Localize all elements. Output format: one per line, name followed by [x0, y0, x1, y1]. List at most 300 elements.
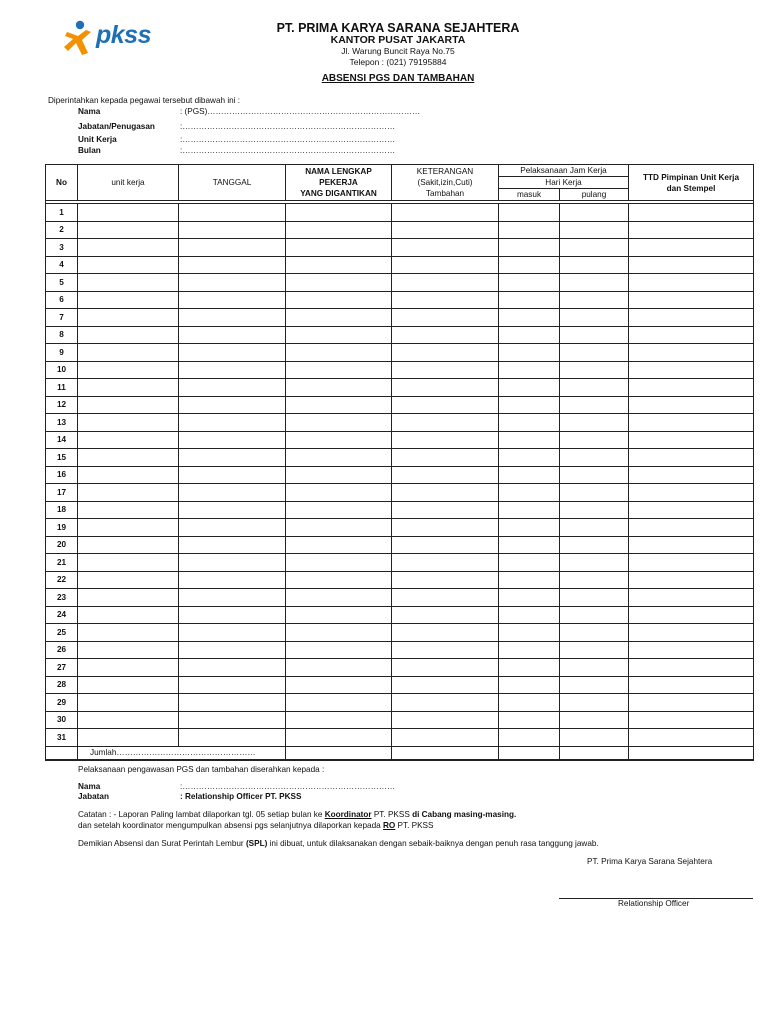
table-cell[interactable]	[78, 414, 179, 432]
table-cell[interactable]	[629, 659, 754, 677]
table-cell[interactable]	[392, 361, 499, 379]
table-cell[interactable]	[286, 414, 392, 432]
table-cell[interactable]	[629, 239, 754, 257]
table-cell[interactable]	[629, 711, 754, 729]
table-cell[interactable]	[560, 466, 629, 484]
table-row	[46, 571, 754, 589]
table-cell[interactable]	[286, 589, 392, 607]
table-cell[interactable]	[392, 466, 499, 484]
table-cell[interactable]	[629, 641, 754, 659]
table-cell[interactable]	[78, 256, 179, 274]
signer-title: Relationship Officer	[618, 899, 690, 908]
table-cell[interactable]	[286, 466, 392, 484]
table-cell[interactable]	[560, 729, 629, 747]
col-header-ket-line2: (Sakit,izin,Cuti)	[417, 178, 473, 187]
table-cell[interactable]	[392, 379, 499, 397]
table-cell[interactable]	[286, 484, 392, 502]
table-cell[interactable]	[629, 501, 754, 519]
table-cell[interactable]	[78, 641, 179, 659]
office-name: KANTOR PUSAT JAKARTA	[330, 34, 466, 46]
table-cell[interactable]	[179, 711, 286, 729]
table-cell[interactable]	[499, 589, 560, 607]
row-number: 19	[46, 519, 78, 537]
table-cell[interactable]	[629, 466, 754, 484]
table-cell[interactable]	[392, 711, 499, 729]
table-cell[interactable]	[560, 659, 629, 677]
table-cell[interactable]	[499, 414, 560, 432]
table-cell[interactable]	[560, 641, 629, 659]
table-cell[interactable]	[629, 274, 754, 292]
row-number: 11	[46, 379, 78, 397]
table-cell[interactable]	[560, 711, 629, 729]
col-header-unit-kerja: unit kerja	[78, 165, 179, 201]
row-number: 28	[46, 676, 78, 694]
table-cell[interactable]	[629, 256, 754, 274]
table-cell[interactable]	[499, 204, 560, 222]
row-number: 8	[46, 326, 78, 344]
jumlah-cell[interactable]	[629, 746, 754, 760]
table-cell[interactable]	[179, 239, 286, 257]
table-row	[46, 519, 754, 537]
table-cell[interactable]	[392, 221, 499, 239]
footer-jabatan-value: : Relationship Officer PT. PKSS	[180, 792, 302, 801]
table-cell[interactable]	[392, 396, 499, 414]
table-cell[interactable]	[560, 204, 629, 222]
table-cell[interactable]	[560, 501, 629, 519]
table-cell[interactable]	[629, 676, 754, 694]
table-cell[interactable]	[78, 326, 179, 344]
row-number: 30	[46, 711, 78, 729]
table-cell[interactable]	[179, 274, 286, 292]
table-cell[interactable]	[78, 239, 179, 257]
table-cell[interactable]	[179, 676, 286, 694]
table-cell[interactable]	[392, 554, 499, 572]
table-row	[46, 379, 754, 397]
note2-text-c: PT. PKSS	[395, 821, 434, 830]
table-cell[interactable]	[629, 361, 754, 379]
table-cell[interactable]	[392, 309, 499, 327]
table-cell[interactable]	[560, 239, 629, 257]
table-cell[interactable]	[179, 361, 286, 379]
field-label-unit-kerja: Unit Kerja	[78, 135, 117, 144]
table-cell[interactable]	[78, 466, 179, 484]
table-cell[interactable]	[179, 291, 286, 309]
table-row	[46, 711, 754, 729]
table-cell[interactable]	[392, 414, 499, 432]
table-cell[interactable]	[392, 641, 499, 659]
table-cell[interactable]	[392, 274, 499, 292]
table-cell[interactable]	[560, 624, 629, 642]
table-cell[interactable]	[560, 554, 629, 572]
table-cell[interactable]	[286, 641, 392, 659]
table-cell[interactable]	[392, 204, 499, 222]
table-cell[interactable]	[392, 729, 499, 747]
table-cell[interactable]	[629, 379, 754, 397]
table-cell[interactable]	[392, 694, 499, 712]
table-cell[interactable]	[179, 519, 286, 537]
table-cell[interactable]	[286, 624, 392, 642]
table-cell[interactable]	[499, 641, 560, 659]
table-cell[interactable]	[286, 239, 392, 257]
table-cell[interactable]	[179, 536, 286, 554]
row-number: 1	[46, 204, 78, 222]
table-cell[interactable]	[286, 379, 392, 397]
table-cell[interactable]	[499, 396, 560, 414]
table-cell[interactable]	[560, 309, 629, 327]
note1-koordinator: Koordinator	[324, 810, 372, 819]
table-cell[interactable]	[392, 326, 499, 344]
table-cell[interactable]	[392, 431, 499, 449]
table-cell[interactable]	[286, 344, 392, 362]
table-cell[interactable]	[78, 571, 179, 589]
table-cell[interactable]	[629, 589, 754, 607]
table-cell[interactable]	[499, 274, 560, 292]
table-cell[interactable]	[286, 729, 392, 747]
col-header-pulang: pulang	[560, 189, 629, 201]
table-cell[interactable]	[179, 729, 286, 747]
table-cell[interactable]	[78, 361, 179, 379]
table-cell[interactable]	[560, 694, 629, 712]
table-cell[interactable]	[499, 694, 560, 712]
note-line-1	[78, 810, 516, 819]
office-address: Jl. Warung Buncit Raya No.75	[341, 46, 455, 56]
table-cell[interactable]	[78, 659, 179, 677]
table-cell[interactable]	[179, 379, 286, 397]
table-cell[interactable]	[179, 309, 286, 327]
table-cell[interactable]	[78, 379, 179, 397]
table-row	[46, 221, 754, 239]
table-cell[interactable]	[499, 431, 560, 449]
table-cell[interactable]	[499, 309, 560, 327]
table-cell[interactable]	[78, 694, 179, 712]
table-cell[interactable]	[560, 221, 629, 239]
col-header-ket-line3: Tambahan	[425, 189, 465, 198]
table-cell[interactable]	[78, 624, 179, 642]
table-cell[interactable]	[179, 431, 286, 449]
table-cell[interactable]	[560, 536, 629, 554]
table-row	[46, 361, 754, 379]
table-cell[interactable]	[560, 484, 629, 502]
closing-text	[78, 839, 599, 848]
table-cell[interactable]	[78, 536, 179, 554]
row-number: 21	[46, 554, 78, 572]
table-cell[interactable]	[560, 396, 629, 414]
table-cell[interactable]	[286, 361, 392, 379]
table-cell[interactable]	[78, 344, 179, 362]
supervision-text: Pelaksanaan pengawasan PGS dan tambahan diserahkan kepada :	[78, 765, 325, 774]
table-cell[interactable]	[499, 221, 560, 239]
table-cell[interactable]	[629, 624, 754, 642]
table-cell[interactable]	[560, 571, 629, 589]
row-number: 25	[46, 624, 78, 642]
table-cell[interactable]	[499, 519, 560, 537]
table-cell[interactable]	[286, 571, 392, 589]
table-row	[46, 659, 754, 677]
table-cell[interactable]	[179, 694, 286, 712]
table-cell[interactable]	[179, 256, 286, 274]
table-cell[interactable]	[560, 379, 629, 397]
table-cell[interactable]	[560, 344, 629, 362]
table-cell[interactable]	[629, 449, 754, 467]
row-number: 5	[46, 274, 78, 292]
table-cell[interactable]	[499, 379, 560, 397]
table-cell[interactable]	[78, 204, 179, 222]
table-cell[interactable]	[499, 554, 560, 572]
table-cell[interactable]	[499, 239, 560, 257]
field-value-bulan[interactable]: :……………………………………………………………………	[180, 146, 396, 155]
table-cell[interactable]	[286, 291, 392, 309]
table-cell[interactable]	[499, 484, 560, 502]
table-cell[interactable]	[629, 221, 754, 239]
table-row	[46, 274, 754, 292]
table-cell[interactable]	[499, 659, 560, 677]
table-cell[interactable]	[392, 256, 499, 274]
note2-text-a: dan setelah koordinator mengumpulkan absensi pgs selanjutnya dilaporkan kepada	[78, 821, 383, 830]
table-cell[interactable]	[499, 711, 560, 729]
table-cell[interactable]	[286, 204, 392, 222]
table-cell[interactable]	[629, 414, 754, 432]
table-cell[interactable]	[286, 256, 392, 274]
table-cell[interactable]	[560, 606, 629, 624]
table-cell[interactable]	[499, 501, 560, 519]
table-cell[interactable]	[78, 554, 179, 572]
table-cell[interactable]	[392, 501, 499, 519]
table-cell[interactable]	[392, 589, 499, 607]
table-cell[interactable]	[179, 484, 286, 502]
table-cell[interactable]	[78, 676, 179, 694]
jumlah-cell[interactable]	[286, 746, 392, 760]
table-cell[interactable]	[499, 361, 560, 379]
table-cell[interactable]	[392, 536, 499, 554]
table-row	[46, 291, 754, 309]
table-cell[interactable]	[286, 711, 392, 729]
field-label-bulan: Bulan	[78, 146, 101, 155]
col-header-pelaksanaan: Pelaksanaan Jam Kerja	[499, 165, 629, 177]
table-cell[interactable]	[179, 414, 286, 432]
table-row	[46, 309, 754, 327]
table-cell[interactable]	[629, 396, 754, 414]
jumlah-cell[interactable]	[560, 746, 629, 760]
table-cell[interactable]	[78, 606, 179, 624]
table-cell[interactable]	[179, 466, 286, 484]
table-cell[interactable]	[499, 571, 560, 589]
table-cell[interactable]	[78, 274, 179, 292]
row-number: 24	[46, 606, 78, 624]
table-cell[interactable]	[629, 519, 754, 537]
table-cell[interactable]	[78, 449, 179, 467]
table-cell[interactable]	[179, 204, 286, 222]
table-cell[interactable]	[179, 589, 286, 607]
table-cell[interactable]	[179, 554, 286, 572]
table-cell[interactable]	[499, 536, 560, 554]
table-cell[interactable]	[629, 344, 754, 362]
table-cell[interactable]	[560, 431, 629, 449]
field-label-nama: Nama	[78, 107, 101, 116]
closing-text-a: Demikian Absensi dan Surat Perintah Lembur	[78, 839, 246, 848]
jumlah-cell[interactable]	[392, 746, 499, 760]
table-cell[interactable]	[629, 536, 754, 554]
note1-text-c: PT. PKSS	[371, 810, 413, 819]
table-cell[interactable]	[499, 326, 560, 344]
table-cell[interactable]	[392, 659, 499, 677]
row-number: 3	[46, 239, 78, 257]
row-number: 22	[46, 571, 78, 589]
jumlah-spacer	[46, 746, 78, 760]
table-cell[interactable]	[392, 344, 499, 362]
table-cell[interactable]	[286, 449, 392, 467]
table-cell[interactable]	[286, 659, 392, 677]
table-cell[interactable]	[78, 309, 179, 327]
table-cell[interactable]	[560, 274, 629, 292]
row-number: 13	[46, 414, 78, 432]
row-number: 16	[46, 466, 78, 484]
table-cell[interactable]	[392, 239, 499, 257]
table-cell[interactable]	[560, 256, 629, 274]
table-cell[interactable]	[560, 589, 629, 607]
table-cell[interactable]	[286, 309, 392, 327]
field-value-unit-kerja[interactable]: :……………………………………………………………………	[180, 135, 396, 144]
table-cell[interactable]	[392, 676, 499, 694]
table-cell[interactable]	[560, 676, 629, 694]
table-cell[interactable]	[179, 659, 286, 677]
table-row	[46, 624, 754, 642]
table-row	[46, 239, 754, 257]
table-cell[interactable]	[78, 431, 179, 449]
col-header-ttd-line1: TTD Pimpinan Unit Kerja	[643, 172, 739, 182]
row-number: 6	[46, 291, 78, 309]
col-header-tanggal: TANGGAL	[179, 165, 286, 201]
table-cell[interactable]	[286, 326, 392, 344]
table-row	[46, 466, 754, 484]
table-cell[interactable]	[629, 606, 754, 624]
table-row	[46, 606, 754, 624]
table-cell[interactable]	[78, 501, 179, 519]
table-cell[interactable]	[286, 606, 392, 624]
col-header-nama-line3: YANG DIGANTIKAN	[300, 189, 377, 198]
table-cell[interactable]	[629, 326, 754, 344]
footer-nama-label: Nama	[78, 782, 101, 791]
table-cell[interactable]	[286, 431, 392, 449]
table-cell[interactable]	[179, 624, 286, 642]
table-row	[46, 431, 754, 449]
field-value-jabatan[interactable]: :……………………………………………………………………	[180, 122, 396, 131]
table-row	[46, 344, 754, 362]
table-cell[interactable]	[78, 519, 179, 537]
table-cell[interactable]	[179, 641, 286, 659]
row-number: 7	[46, 309, 78, 327]
table-cell[interactable]	[560, 326, 629, 344]
footer-nama-value[interactable]: :……………………………………………………………………	[180, 782, 396, 791]
table-cell[interactable]	[499, 449, 560, 467]
table-cell[interactable]	[629, 694, 754, 712]
table-cell[interactable]	[286, 501, 392, 519]
table-cell[interactable]	[560, 414, 629, 432]
table-row	[46, 589, 754, 607]
table-cell[interactable]	[179, 326, 286, 344]
table-cell[interactable]	[499, 676, 560, 694]
table-cell[interactable]	[629, 554, 754, 572]
table-cell[interactable]	[560, 449, 629, 467]
table-cell[interactable]	[629, 291, 754, 309]
table-cell[interactable]	[629, 484, 754, 502]
table-cell[interactable]	[392, 606, 499, 624]
table-cell[interactable]	[499, 729, 560, 747]
note1-cabang: di Cabang masing-masing.	[412, 810, 517, 819]
table-cell[interactable]	[286, 274, 392, 292]
table-cell[interactable]	[286, 536, 392, 554]
field-label-jabatan: Jabatan/Penugasan	[78, 122, 155, 131]
table-row	[46, 694, 754, 712]
row-number: 26	[46, 641, 78, 659]
table-cell[interactable]	[179, 449, 286, 467]
table-cell[interactable]	[179, 606, 286, 624]
intro-text: Diperintahkan kepada pegawai tersebut dibawah ini :	[48, 96, 241, 105]
table-cell[interactable]	[392, 519, 499, 537]
table-cell[interactable]	[629, 571, 754, 589]
row-number: 4	[46, 256, 78, 274]
table-cell[interactable]	[629, 204, 754, 222]
table-cell[interactable]	[392, 449, 499, 467]
table-cell[interactable]	[560, 291, 629, 309]
table-cell[interactable]	[78, 221, 179, 239]
table-cell[interactable]	[286, 396, 392, 414]
office-phone: Telepon : (021) 79195884	[349, 57, 447, 67]
table-cell[interactable]	[179, 344, 286, 362]
table-cell[interactable]	[499, 344, 560, 362]
table-cell[interactable]	[629, 431, 754, 449]
table-cell[interactable]	[392, 484, 499, 502]
table-row	[46, 536, 754, 554]
table-cell[interactable]	[392, 624, 499, 642]
table-row	[46, 484, 754, 502]
table-cell[interactable]	[560, 361, 629, 379]
table-cell[interactable]	[78, 729, 179, 747]
table-cell[interactable]	[179, 501, 286, 519]
table-cell[interactable]	[392, 571, 499, 589]
table-cell[interactable]	[78, 711, 179, 729]
table-cell[interactable]	[179, 221, 286, 239]
table-cell[interactable]	[179, 571, 286, 589]
table-cell[interactable]	[499, 291, 560, 309]
table-cell[interactable]	[286, 519, 392, 537]
table-cell[interactable]	[286, 676, 392, 694]
jumlah-cell[interactable]	[499, 746, 560, 760]
table-cell[interactable]	[392, 291, 499, 309]
table-cell[interactable]	[78, 589, 179, 607]
table-cell[interactable]	[286, 221, 392, 239]
table-cell[interactable]	[286, 694, 392, 712]
field-value-nama[interactable]: : (PGS)……………………………………………………………………	[180, 107, 421, 116]
table-cell[interactable]	[499, 466, 560, 484]
table-cell[interactable]	[179, 396, 286, 414]
table-cell[interactable]	[499, 256, 560, 274]
table-cell[interactable]	[629, 309, 754, 327]
table-cell[interactable]	[78, 484, 179, 502]
row-number: 27	[46, 659, 78, 677]
table-cell[interactable]	[78, 396, 179, 414]
col-header-nama-lengkap	[286, 165, 392, 201]
table-cell[interactable]	[629, 729, 754, 747]
table-cell[interactable]	[499, 606, 560, 624]
table-cell[interactable]	[499, 624, 560, 642]
row-number: 12	[46, 396, 78, 414]
table-row	[46, 641, 754, 659]
jumlah-row	[46, 746, 754, 760]
col-header-ttd-line2: dan Stempel	[666, 183, 716, 193]
table-cell[interactable]	[78, 291, 179, 309]
table-cell[interactable]	[560, 519, 629, 537]
table-cell[interactable]	[286, 554, 392, 572]
